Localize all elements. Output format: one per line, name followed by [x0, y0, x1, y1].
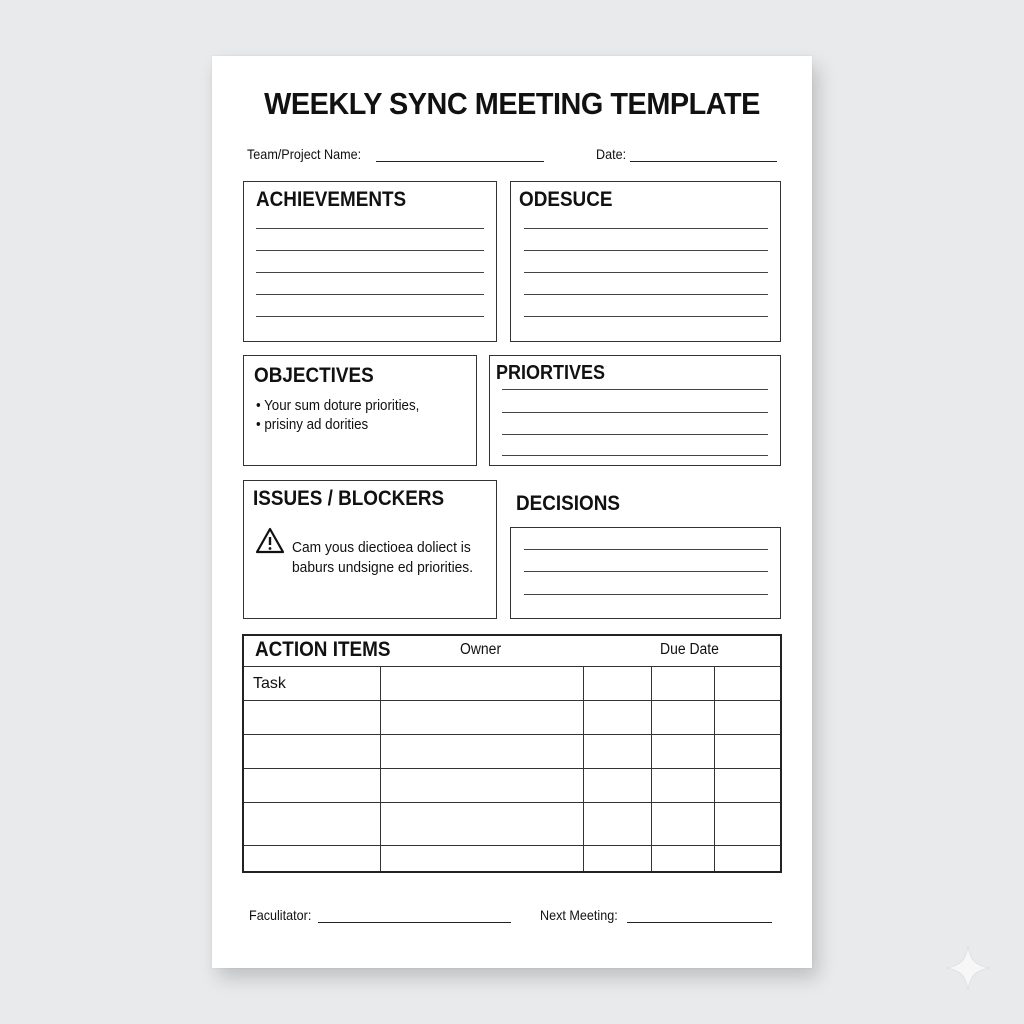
table-cell[interactable]: [380, 667, 583, 701]
priortives-line[interactable]: [502, 389, 768, 390]
due-date-column-label: Due Date: [660, 641, 719, 658]
date-line[interactable]: [630, 161, 777, 162]
action-items-box: [242, 634, 782, 873]
table-cell[interactable]: [583, 846, 651, 871]
table-cell[interactable]: [651, 735, 714, 769]
priortives-line[interactable]: [502, 412, 768, 413]
facilitator-line[interactable]: [318, 922, 511, 923]
decisions-line[interactable]: [524, 594, 768, 595]
odesuce-line[interactable]: [524, 228, 768, 229]
odesuce-line[interactable]: [524, 294, 768, 295]
table-cell[interactable]: [583, 769, 651, 803]
objectives-bullet: • prisiny ad dorities: [256, 417, 369, 433]
table-cell[interactable]: Task: [244, 667, 380, 701]
objectives-box: [243, 355, 477, 466]
table-row: [244, 803, 780, 846]
table-cell[interactable]: [583, 667, 651, 701]
odesuce-box: [510, 181, 781, 342]
achievements-heading: ACHIEVEMENTS: [256, 188, 407, 211]
action-items-heading: ACTION ITEMS: [255, 638, 391, 661]
objectives-bullet-text: Your sum doture priorities,: [264, 398, 420, 414]
action-items-table: [244, 666, 780, 871]
achievements-line[interactable]: [256, 228, 484, 229]
table-row: [244, 701, 780, 735]
issues-warning-text-line: Cam yous diectioea doliect is: [292, 539, 471, 556]
decisions-line[interactable]: [524, 571, 768, 572]
table-cell[interactable]: [714, 803, 780, 846]
decisions-heading: DECISIONS: [516, 492, 620, 515]
table-cell[interactable]: [714, 769, 780, 803]
owner-column-label: Owner: [460, 641, 502, 658]
template-sheet: [212, 56, 812, 968]
achievements-line[interactable]: [256, 272, 484, 273]
achievements-line[interactable]: [256, 316, 484, 317]
table-row: [244, 735, 780, 769]
date-label: Date:: [596, 146, 627, 162]
warning-triangle-icon: [255, 527, 285, 555]
objectives-heading: OBJECTIVES: [254, 364, 374, 387]
table-cell[interactable]: [244, 769, 380, 803]
table-cell[interactable]: [583, 803, 651, 846]
table-cell[interactable]: [714, 701, 780, 735]
table-cell[interactable]: [714, 735, 780, 769]
objectives-bullet-text: prisiny ad dorities: [264, 417, 369, 433]
table-cell[interactable]: [244, 701, 380, 735]
issues-blockers-box: [243, 480, 497, 619]
table-row: [244, 769, 780, 803]
team-project-line[interactable]: [376, 161, 544, 162]
priortives-line[interactable]: [502, 455, 768, 456]
next-meeting-line[interactable]: [627, 922, 772, 923]
issues-blockers-heading: ISSUES / BLOCKERS: [253, 487, 445, 510]
table-row: [244, 667, 780, 701]
priortives-line[interactable]: [502, 434, 768, 435]
table-cell[interactable]: [244, 735, 380, 769]
table-cell[interactable]: [583, 701, 651, 735]
team-project-label: Team/Project Name:: [247, 146, 362, 162]
table-cell[interactable]: [651, 803, 714, 846]
table-cell[interactable]: [714, 846, 780, 871]
priortives-heading: PRIORTIVES: [496, 362, 606, 384]
achievements-line[interactable]: [256, 294, 484, 295]
table-cell[interactable]: [651, 701, 714, 735]
table-cell[interactable]: [380, 803, 583, 846]
sparkle-icon: [944, 944, 992, 997]
odesuce-line[interactable]: [524, 316, 768, 317]
table-cell[interactable]: [651, 667, 714, 701]
decisions-box: [510, 527, 781, 619]
table-cell[interactable]: [380, 769, 583, 803]
achievements-line[interactable]: [256, 250, 484, 251]
table-cell[interactable]: [583, 735, 651, 769]
table-cell[interactable]: [714, 667, 780, 701]
objectives-bullet: • Your sum doture priorities,: [256, 398, 420, 414]
priortives-box: [489, 355, 781, 466]
table-cell[interactable]: [651, 846, 714, 871]
table-cell[interactable]: [380, 701, 583, 735]
odesuce-heading: ODESUCE: [519, 188, 613, 211]
table-cell[interactable]: [244, 846, 380, 871]
odesuce-line[interactable]: [524, 250, 768, 251]
page-title: WEEKLY SYNC MEETING TEMPLATE: [264, 86, 760, 121]
facilitator-label: Faculitator:: [249, 907, 312, 923]
table-cell[interactable]: [244, 803, 380, 846]
table-cell[interactable]: [651, 769, 714, 803]
table-cell[interactable]: [380, 735, 583, 769]
table-row: [244, 846, 780, 871]
table-cell[interactable]: [380, 846, 583, 871]
next-meeting-label: Next Meeting:: [540, 907, 618, 923]
odesuce-line[interactable]: [524, 272, 768, 273]
issues-warning-text-line: baburs undsigne ed priorities.: [292, 559, 474, 576]
decisions-line[interactable]: [524, 549, 768, 550]
achievements-box: [243, 181, 497, 342]
